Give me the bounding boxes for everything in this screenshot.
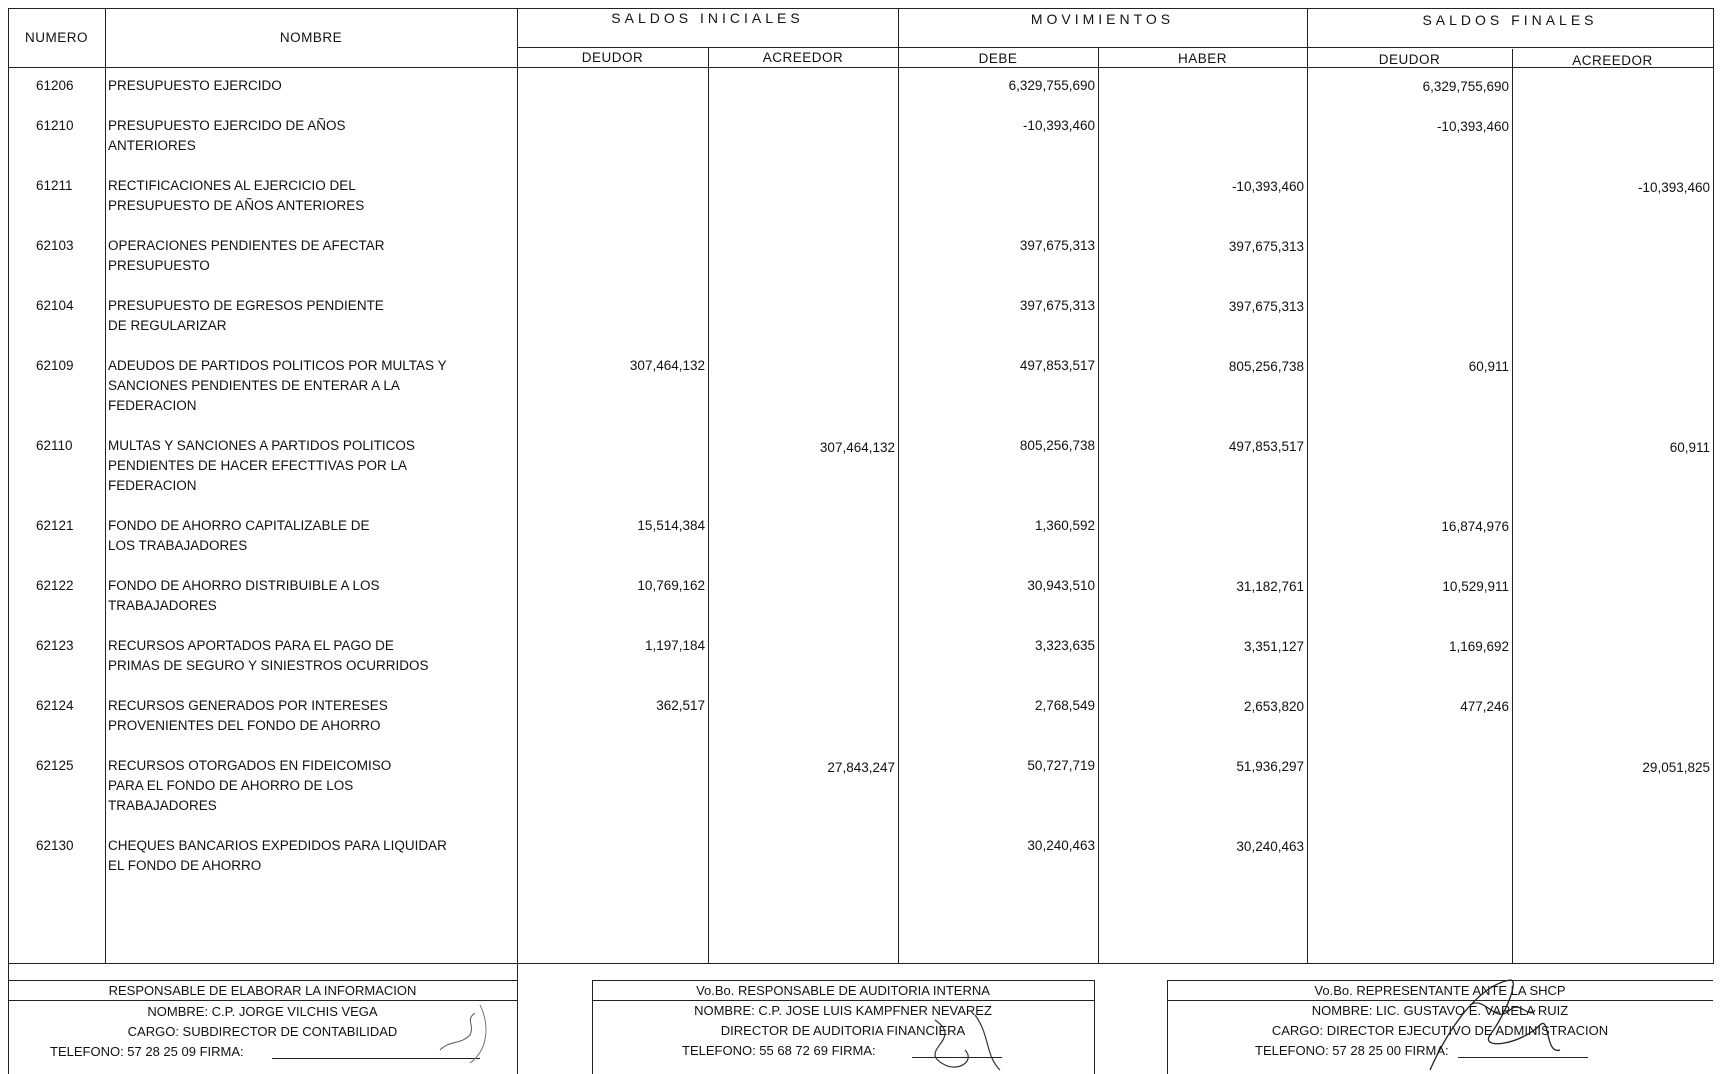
row-nombre: FONDO DE AHORRO CAPITALIZABLE DE LOS TRABAJADORES bbox=[108, 518, 370, 553]
sig-left-nombre: NOMBRE: C.P. JORGE VILCHIS VEGA bbox=[147, 1004, 378, 1019]
row-debe-value: 6,329,755,690 bbox=[1008, 78, 1095, 93]
sig-left-signature-mark bbox=[420, 995, 500, 1070]
row-nombre: PRESUPUESTO EJERCIDO DE AÑOS ANTERIORES bbox=[108, 118, 346, 153]
header-numero: NUMERO bbox=[25, 30, 88, 45]
header-saldos-finales: SALDOS FINALES bbox=[1422, 12, 1598, 28]
row-debe-value: 30,943,510 bbox=[1027, 578, 1095, 593]
row-nombre: FONDO DE AHORRO DISTRIBUIBLE A LOS TRABAJADORES bbox=[108, 578, 380, 613]
header-mov-haber: HABER bbox=[1177, 51, 1227, 66]
row-nombre: PRESUPUESTO EJERCIDO bbox=[108, 78, 282, 93]
row-nombre: PRESUPUESTO DE EGRESOS PENDIENTE DE REGULARIZAR bbox=[108, 298, 384, 333]
col-divider-mov bbox=[1098, 47, 1099, 964]
col-divider-si bbox=[708, 47, 709, 964]
header-bottom-line bbox=[8, 67, 1713, 68]
row-sf-acreedor-value: 60,911 bbox=[1669, 440, 1710, 455]
sig-mid-sep-line bbox=[592, 1000, 1094, 1001]
row-debe-value: 50,727,719 bbox=[1027, 758, 1095, 773]
header-movimientos: MOVIMIENTOS bbox=[1030, 11, 1175, 27]
header-si-deudor: DEUDOR bbox=[581, 50, 644, 65]
table-border-top bbox=[8, 8, 1713, 9]
sig-mid-top-line bbox=[592, 980, 1094, 981]
row-haber-value: 3,351,127 bbox=[1243, 639, 1304, 654]
header-si-acreedor: ACREEDOR bbox=[762, 50, 844, 65]
sig-mid-signature-mark bbox=[905, 1010, 1005, 1074]
sig-mid-telefono: TELEFONO: 55 68 72 69 FIRMA: bbox=[682, 1043, 876, 1058]
row-numero: 62121 bbox=[36, 518, 74, 533]
row-sf-deudor-value: 1,169,692 bbox=[1448, 639, 1509, 654]
row-si-deudor-value: 10,769,162 bbox=[637, 578, 705, 593]
row-haber-value: 2,653,820 bbox=[1243, 699, 1304, 714]
col-divider-numero bbox=[105, 8, 106, 964]
sig-mid-cargo: DIRECTOR DE AUDITORIA FINANCIERA bbox=[720, 1023, 966, 1038]
row-haber-value: 397,675,313 bbox=[1228, 239, 1304, 254]
row-nombre: RECURSOS GENERADOS POR INTERESES PROVENIENTES DEL FONDO DE AHORRO bbox=[108, 698, 388, 733]
row-sf-deudor-value: 6,329,755,690 bbox=[1422, 79, 1509, 94]
row-nombre: MULTAS Y SANCIONES A PARTIDOS POLITICOS PENDIENTES DE HACER EFECTTIVAS POR LA FEDERACION bbox=[108, 438, 415, 493]
col-divider-si-mov bbox=[898, 8, 899, 964]
row-haber-value: 497,853,517 bbox=[1228, 439, 1304, 454]
sig-left-telefono: TELEFONO: 57 28 25 09 FIRMA: bbox=[50, 1044, 244, 1059]
sig-mid-nombre: NOMBRE: C.P. JOSE LUIS KAMPFNER NEVAREZ bbox=[694, 1003, 992, 1018]
group-header-line bbox=[517, 47, 1713, 48]
row-nombre: RECURSOS APORTADOS PARA EL PAGO DE PRIMAS DE SEGURO Y SINIESTROS OCURRIDOS bbox=[108, 638, 429, 673]
col-divider-nombre bbox=[517, 8, 518, 1074]
row-sf-deudor-value: 60,911 bbox=[1468, 359, 1509, 374]
row-debe-value: 397,675,313 bbox=[1019, 238, 1095, 253]
header-saldos-iniciales: SALDOS INICIALES bbox=[611, 10, 804, 26]
row-nombre: OPERACIONES PENDIENTES DE AFECTAR PRESUPUESTO bbox=[108, 238, 385, 273]
row-si-acreedor-value: 27,843,247 bbox=[827, 760, 895, 775]
row-debe-value: 497,853,517 bbox=[1019, 358, 1095, 373]
row-numero: 61210 bbox=[36, 118, 74, 133]
row-si-deudor-value: 15,514,384 bbox=[637, 518, 705, 533]
header-sf-deudor: DEUDOR bbox=[1378, 52, 1441, 67]
sig-right-cargo: CARGO: DIRECTOR EJECUTIVO DE ADMINISTRACION bbox=[1271, 1023, 1609, 1038]
row-nombre: ADEUDOS DE PARTIDOS POLITICOS POR MULTAS Y SANCIONES PENDIENTES DE ENTERAR A LA FEDERACION bbox=[108, 358, 447, 413]
sig-right-nombre: NOMBRE: LIC. GUSTAVO E. VARELA RUIZ bbox=[1311, 1003, 1569, 1018]
row-numero: 62109 bbox=[36, 358, 74, 373]
row-numero: 62125 bbox=[36, 758, 74, 773]
row-nombre: RECURSOS OTORGADOS EN FIDEICOMISO PARA EL FONDO DE AHORRO DE LOS TRABAJADORES bbox=[108, 758, 392, 813]
row-debe-value: 805,256,738 bbox=[1019, 438, 1095, 453]
row-nombre: RECTIFICACIONES AL EJERCICIO DEL PRESUPUESTO DE AÑOS ANTERIORES bbox=[108, 178, 365, 213]
row-numero: 62130 bbox=[36, 838, 74, 853]
row-haber-value: 31,182,761 bbox=[1236, 579, 1304, 594]
col-divider-mov-sf bbox=[1307, 8, 1308, 964]
header-nombre: NOMBRE bbox=[279, 30, 343, 45]
row-numero: 62110 bbox=[36, 438, 73, 453]
table-bottom-line bbox=[8, 963, 1713, 964]
row-numero: 62123 bbox=[36, 638, 74, 653]
sig-mid-right-line bbox=[1094, 980, 1095, 1074]
row-numero: 62124 bbox=[36, 698, 74, 713]
table-border-right bbox=[1713, 8, 1714, 964]
row-haber-value: 397,675,313 bbox=[1228, 299, 1304, 314]
row-haber-value: 30,240,463 bbox=[1236, 839, 1304, 854]
sig-right-title: Vo.Bo. REPRESENTANTE ANTE LA SHCP bbox=[1314, 983, 1566, 998]
row-si-deudor-value: 307,464,132 bbox=[629, 358, 705, 373]
sig-left-cargo: CARGO: SUBDIRECTOR DE CONTABILIDAD bbox=[127, 1024, 398, 1039]
sig-mid-title: Vo.Bo. RESPONSABLE DE AUDITORIA INTERNA bbox=[696, 983, 990, 998]
header-sf-acreedor: ACREEDOR bbox=[1572, 53, 1653, 68]
row-si-deudor-value: 362,517 bbox=[656, 698, 705, 713]
sig-right-signature-mark bbox=[1410, 965, 1580, 1074]
row-sf-acreedor-value: 29,051,825 bbox=[1642, 760, 1710, 775]
row-si-acreedor-value: 307,464,132 bbox=[819, 440, 895, 455]
row-nombre: CHEQUES BANCARIOS EXPEDIDOS PARA LIQUIDAR EL FONDO DE AHORRO bbox=[108, 838, 447, 873]
table-border-left bbox=[8, 8, 9, 1074]
row-sf-deudor-value: -10,393,460 bbox=[1436, 119, 1509, 134]
row-numero: 62122 bbox=[36, 578, 74, 593]
row-numero: 62103 bbox=[36, 238, 74, 253]
row-si-deudor-value: 1,197,184 bbox=[644, 638, 705, 653]
row-numero: 61211 bbox=[36, 178, 73, 193]
row-numero: 61206 bbox=[36, 78, 74, 93]
row-sf-acreedor-value: -10,393,460 bbox=[1637, 180, 1710, 195]
row-numero: 62104 bbox=[36, 298, 74, 313]
col-divider-sf bbox=[1512, 49, 1513, 964]
row-haber-value: 51,936,297 bbox=[1236, 759, 1304, 774]
sig-left-title: RESPONSABLE DE ELABORAR LA INFORMACION bbox=[108, 983, 417, 998]
row-debe-value: 397,675,313 bbox=[1019, 298, 1095, 313]
row-haber-value: 805,256,738 bbox=[1228, 359, 1304, 374]
row-debe-value: 2,768,549 bbox=[1034, 698, 1095, 713]
row-debe-value: 1,360,592 bbox=[1034, 518, 1095, 533]
row-sf-deudor-value: 10,529,911 bbox=[1442, 579, 1509, 594]
row-haber-value: -10,393,460 bbox=[1231, 179, 1304, 194]
row-debe-value: 3,323,635 bbox=[1034, 638, 1095, 653]
row-debe-value: 30,240,463 bbox=[1027, 838, 1095, 853]
sig-right-telefono: TELEFONO: 57 28 25 00 FIRMA: bbox=[1255, 1043, 1449, 1058]
row-sf-deudor-value: 16,874,976 bbox=[1441, 519, 1509, 534]
row-sf-deudor-value: 477,246 bbox=[1460, 699, 1509, 714]
header-mov-debe: DEBE bbox=[978, 51, 1018, 66]
sig-left-top-line bbox=[8, 980, 517, 981]
row-debe-value: -10,393,460 bbox=[1022, 118, 1095, 133]
